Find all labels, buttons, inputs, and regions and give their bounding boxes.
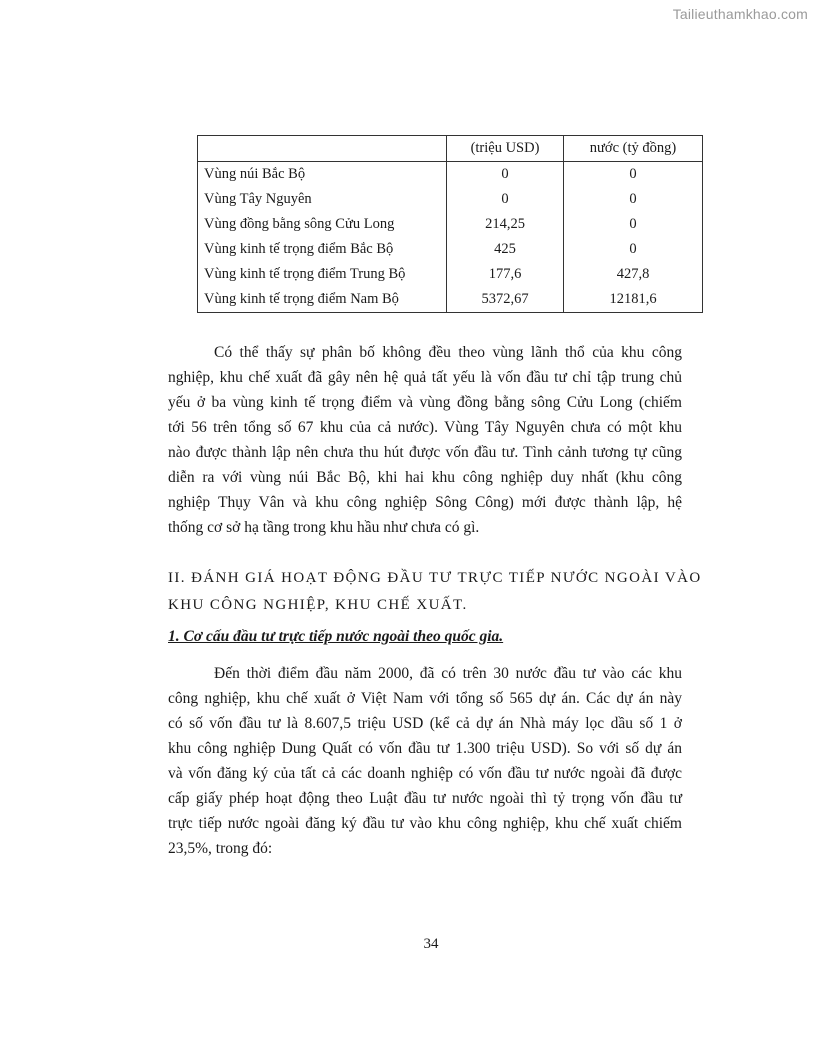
table-header-cell: nước (tỷ đồng) (564, 136, 703, 162)
paragraph-line: 23,5%, trong đó: (168, 840, 273, 857)
section-heading-line: II. ĐÁNH GIÁ HOẠT ĐỘNG ĐẦU TƯ TRỰC TIẾP NƯỚC NGOÀI VÀO (168, 570, 702, 586)
table-cell-usd: 425 (447, 237, 564, 262)
section-heading (168, 565, 708, 619)
paragraph-regional-distribution (168, 340, 682, 540)
paragraph-country-structure (168, 661, 682, 861)
paragraph-line: diễn ra với vùng núi Bắc Bộ, khi hai khu công nghiệp duy nhất (khu công (168, 469, 682, 486)
paragraph-line: yếu ở ba vùng kinh tế trọng điểm và vùng đồng bằng sông Cửu Long (chiếm (168, 394, 682, 411)
paragraph-line: Đến thời điểm đầu năm 2000, đã có trên 30 nước đầu tư vào các khu (214, 665, 682, 682)
table-cell-region: Vùng kinh tế trọng điểm Trung Bộ (198, 262, 447, 287)
investment-table (197, 135, 703, 313)
table-cell-vnd: 0 (564, 162, 703, 188)
subsection-heading: 1. Cơ cấu đầu tư trực tiếp nước ngoài theo quốc gia. (168, 628, 504, 645)
table-cell-vnd: 0 (564, 212, 703, 237)
table-cell-region: Vùng núi Bắc Bộ (198, 162, 447, 188)
paragraph-line: nghiệp, khu chế xuất đã gây nên hệ quả tất yếu là vốn đầu tư chỉ tập trung chủ (168, 369, 682, 386)
paragraph-line: khu công nghiệp Dung Quất có vốn đầu tư 1.300 triệu USD). So với số dự án (168, 740, 682, 757)
table-row (198, 262, 703, 287)
table-cell-usd: 214,25 (447, 212, 564, 237)
table-cell-usd: 0 (447, 187, 564, 212)
paragraph-line: công nghiệp, khu chế xuất ở Việt Nam với tổng số 565 dự án. Các dự án này (168, 690, 682, 707)
table-cell-region: Vùng đồng bằng sông Cửu Long (198, 212, 447, 237)
paragraph-line: tới 56 trên tổng số 67 khu của cả nước). Vùng Tây Nguyên chưa có một khu (168, 419, 682, 436)
table-row (198, 162, 703, 188)
table-row (198, 187, 703, 212)
table-cell-region: Vùng kinh tế trọng điểm Bắc Bộ (198, 237, 447, 262)
table-cell-usd: 5372,67 (447, 287, 564, 313)
paragraph-line: Có thể thấy sự phân bố không đều theo vùng lãnh thổ của khu công (214, 344, 682, 361)
section-heading-line: KHU CÔNG NGHIỆP, KHU CHẾ XUẤT. (168, 597, 468, 613)
table-cell-usd: 177,6 (447, 262, 564, 287)
table-cell-vnd: 12181,6 (564, 287, 703, 313)
table-header-cell (198, 136, 447, 162)
paragraph-line: thống cơ sở hạ tầng trong khu hầu như chưa có gì. (168, 519, 480, 536)
paragraph-line: nào được thành lập nên chưa thu hút được vốn đầu tư. Tình cảnh tương tự cũng (168, 444, 682, 461)
table-cell-vnd: 0 (564, 237, 703, 262)
page-number: 34 (423, 936, 439, 952)
paragraph-line: trực tiếp nước ngoài đăng ký đầu tư vào khu công nghiệp, khu chế xuất chiếm (168, 815, 682, 832)
paragraph-line: và vốn đăng ký của tất cả các doanh nghiệp có vốn đầu tư nước ngoài đã được (168, 765, 682, 782)
table-cell-vnd: 0 (564, 187, 703, 212)
table-header-row (198, 136, 703, 162)
table-row (198, 212, 703, 237)
table-cell-usd: 0 (447, 162, 564, 188)
table-header-cell: (triệu USD) (447, 136, 564, 162)
table-cell-vnd: 427,8 (564, 262, 703, 287)
table-row (198, 287, 703, 313)
paragraph-line: nghiệp Thụy Vân và khu công nghiệp Sông Công) mới được thành lập, hệ (168, 494, 682, 511)
paragraph-line: cấp giấy phép hoạt động theo Luật đầu tư nước ngoài thì tỷ trọng vốn đầu tư (168, 790, 682, 807)
table-row (198, 237, 703, 262)
table-cell-region: Vùng Tây Nguyên (198, 187, 447, 212)
watermark: Tailieuthamkhao.com (672, 6, 808, 22)
paragraph-line: có số vốn đầu tư là 8.607,5 triệu USD (kể cả dự án Nhà máy lọc dầu số 1 ở (168, 715, 682, 732)
table-cell-region: Vùng kinh tế trọng điểm Nam Bộ (198, 287, 447, 313)
